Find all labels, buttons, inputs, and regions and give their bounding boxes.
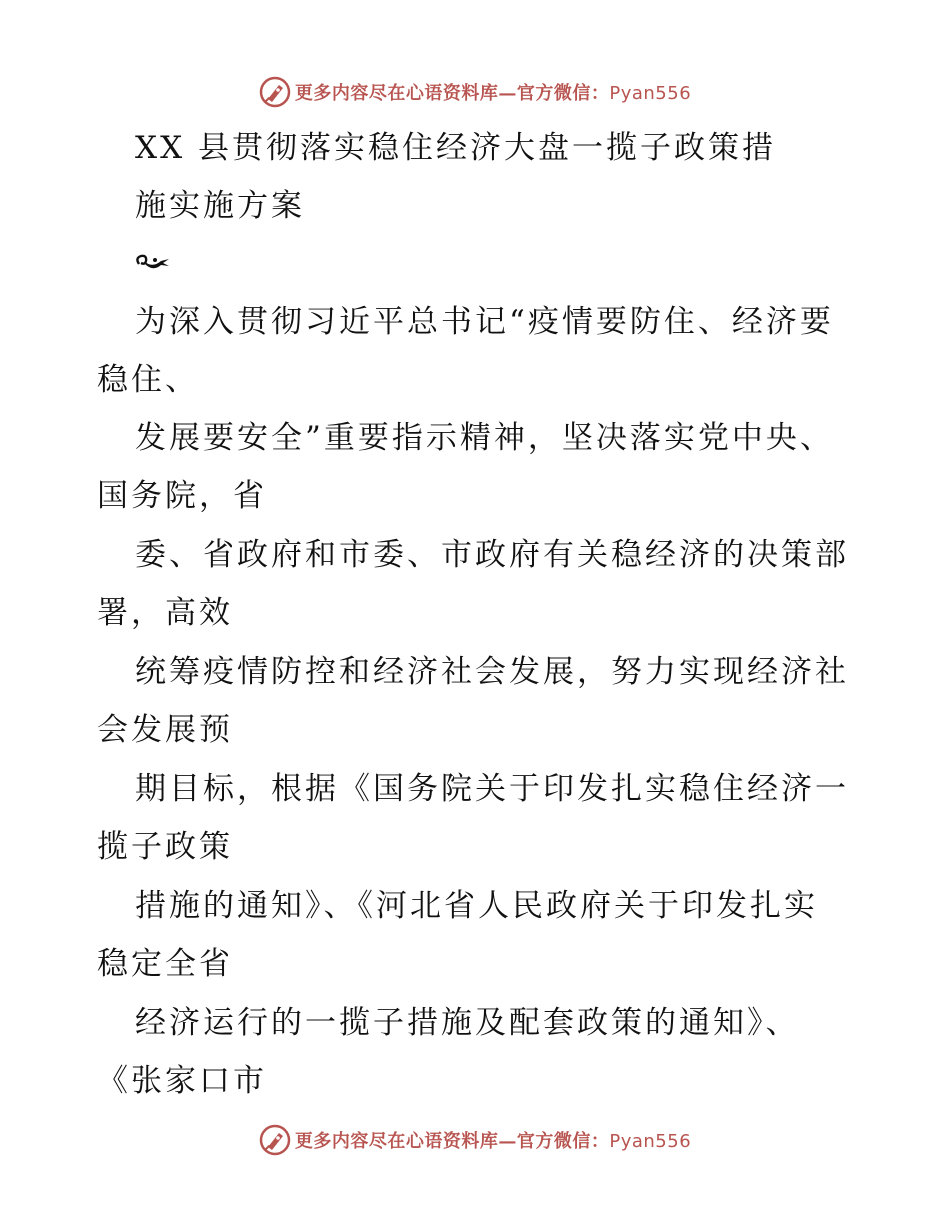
pen-nib-logo-icon xyxy=(259,1124,291,1156)
pen-nib-logo-icon xyxy=(259,76,291,108)
body-line: 稳定全省 xyxy=(97,946,233,982)
body-line: 措施的通知》、《河北省人民政府关于印发扎实 xyxy=(135,888,818,924)
body-line: 揽子政策 xyxy=(97,829,233,865)
header-watermark-wechat-id: Pyan556 xyxy=(609,83,692,104)
body-line: 会发展预 xyxy=(97,712,233,748)
body-line: 稳住、 xyxy=(97,362,199,398)
body-line: 委、省政府和市委、市政府有关稳经济的决策部 xyxy=(135,537,849,573)
body-line: 经济运行的一揽子措施及配套政策的通知》、 xyxy=(135,1005,800,1041)
body-line: 《张家口市 xyxy=(97,1063,267,1099)
footer-watermark-wechat-id: Pyan556 xyxy=(609,1131,692,1152)
body-line: 发展要安全”重要指示精神，坚决落实党中央、 xyxy=(135,420,834,456)
body-line: 国务院，省 xyxy=(97,478,267,514)
body-line: 署，高效 xyxy=(97,595,233,631)
body-line: 为深入贯彻习近平总书记“疫情要防住、经济要 xyxy=(135,304,834,340)
header-watermark-text xyxy=(295,79,691,105)
body-line: 期目标，根据《国务院关于印发扎实稳住经济一 xyxy=(135,771,849,807)
footer-watermark-main: 更多内容尽在心语资料库—官方微信： xyxy=(294,1131,610,1152)
document-title-line-2: 施实施方案 xyxy=(135,188,305,224)
document-title-line-1: XX 县贯彻落实稳住经济大盘一揽子政策措 xyxy=(135,130,776,166)
header-watermark-main: 更多内容尽在心语资料库—官方微信： xyxy=(294,83,610,104)
flourish-ornament-icon xyxy=(133,250,173,274)
footer-watermark-text xyxy=(295,1127,691,1153)
footer-watermark-banner xyxy=(0,1120,950,1160)
header-watermark-banner xyxy=(0,72,950,112)
body-line: 统筹疫情防控和经济社会发展，努力实现经济社 xyxy=(135,654,849,690)
